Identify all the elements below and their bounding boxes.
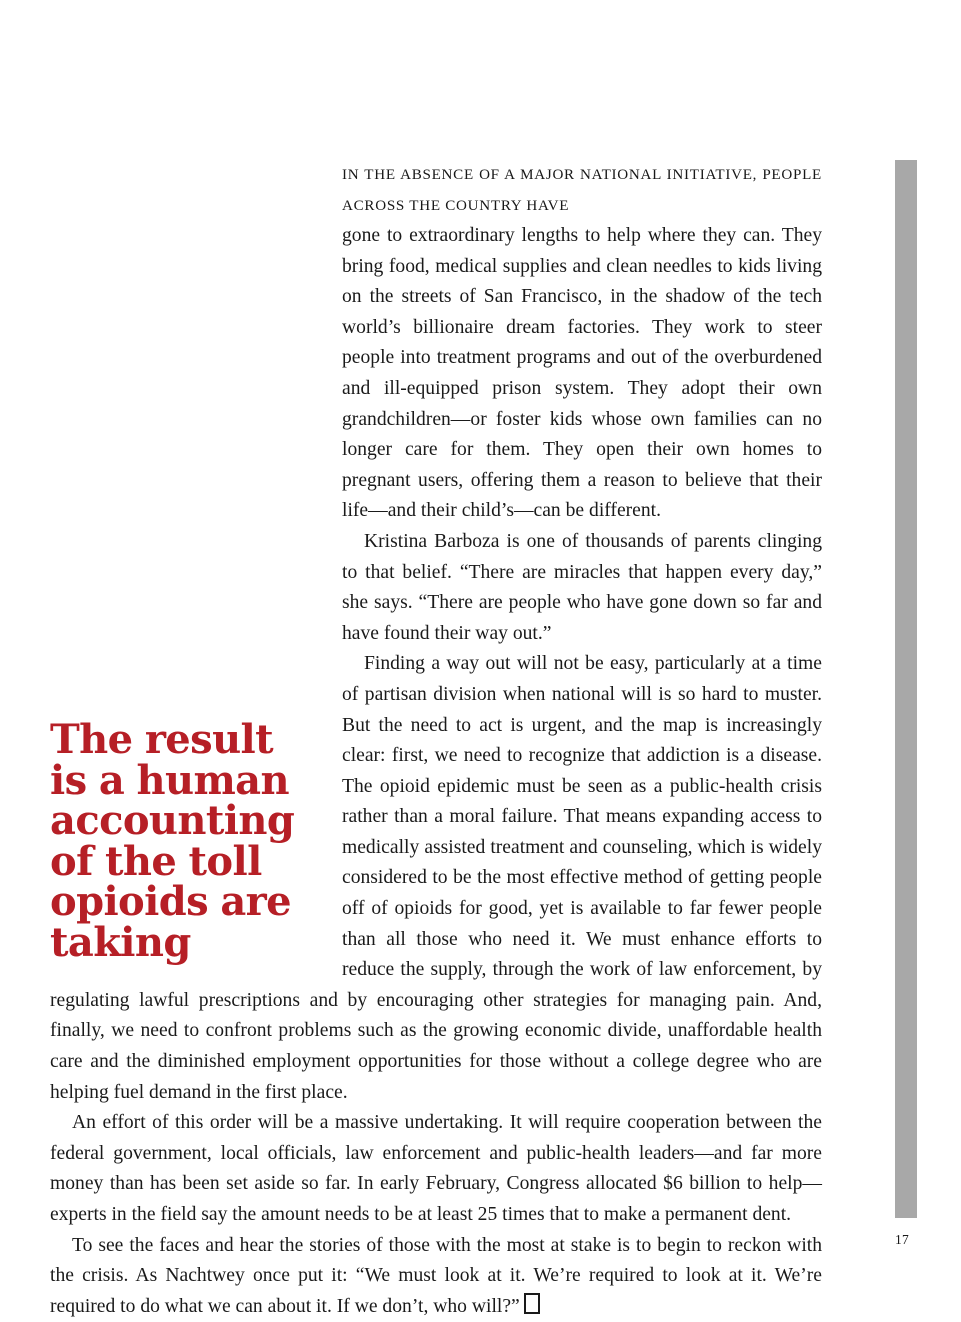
pull-quote-line-4: of the toll xyxy=(50,837,262,885)
end-mark-icon xyxy=(524,1293,540,1314)
article-paragraph-5-text: To see the faces and hear the stories of those with the most at stake is to begin to reckon with the crisis. As Nachtwey once put it: “We must look at it. We’re required to look at it. We’re required to do what we can about it. If we don’t, who will?” xyxy=(50,1234,822,1317)
pull-quote-line-5: opioids are xyxy=(50,878,291,926)
article-lead-in: IN THE ABSENCE OF A MAJOR NATIONAL INITIATIVE, PEOPLE ACROSS THE COUNTRY HAVE xyxy=(342,167,822,214)
article-paragraph-2: Kristina Barboza is one of thousands of parents clinging to that belief. “There are miracles that happen every day,” she says. “There are people who have gone down so far and have found their way out.” xyxy=(342,530,822,644)
pull-quote-line-1: The result xyxy=(50,716,274,763)
margin-rule-bar xyxy=(895,160,917,1218)
pullquote-float-spacer xyxy=(50,160,342,688)
pull-quote-line-3: accounting xyxy=(50,797,295,845)
article-paragraph-3: Finding a way out will not be easy, particularly at a time of partisan division when national will is so hard to muster. But the need to act is urgent, and the map is increasingly clear: first, we need to recognize that addiction is a disease. The opioid epidemic must be seen as a public-health crisis rather than a moral failure. That means expanding access to medically assisted treatment and counseling, which is widely considered to be the most effective method of getting people off of opioids for good, yet is available to far fewer people than all those who need it. We must enhance efforts to reduce the supply, through the work of law enforcement, by regulating lawful prescriptions and by encouraging other strategies for managing pain. And, finally, we need to confront problems such as the growing economic divide, unaffordable health care and the diminished employment opportunities for those without a college degree who are helping fuel demand in the first place. xyxy=(50,653,822,1103)
article-paragraph-1-text: gone to extraordinary lengths to help where they can. They bring food, medical supplies and clean needles to kids living on the streets of San Francisco, in the shadow of the tech world’s billionaire dream factories. They work to steer people into treatment programs and out of the overburdened and ill-equipped prison system. They adopt their own grandchildren—or foster kids whose own families can no longer care for them. They open their own homes to pregnant users, offering them a reason to believe that their life—and their child’s—can be different. xyxy=(342,225,822,522)
article-text-column xyxy=(50,160,822,1322)
pull-quote xyxy=(50,716,318,966)
article-paragraph-5 xyxy=(50,1231,822,1322)
page-number: 17 xyxy=(895,1232,910,1247)
pull-quote-line-6: taking xyxy=(50,918,191,966)
pull-quote-line-2: is a human xyxy=(50,756,289,804)
article-paragraph-4: An effort of this order will be a massive undertaking. It will require cooperation between the federal government, local officials, law enforcement and public-health leaders—and far more money than has been set aside so far. In early February, Congress allocated $6 billion to help—experts in the field say the amount needs to be at least 25 times that to make a permanent dent. xyxy=(50,1112,822,1225)
